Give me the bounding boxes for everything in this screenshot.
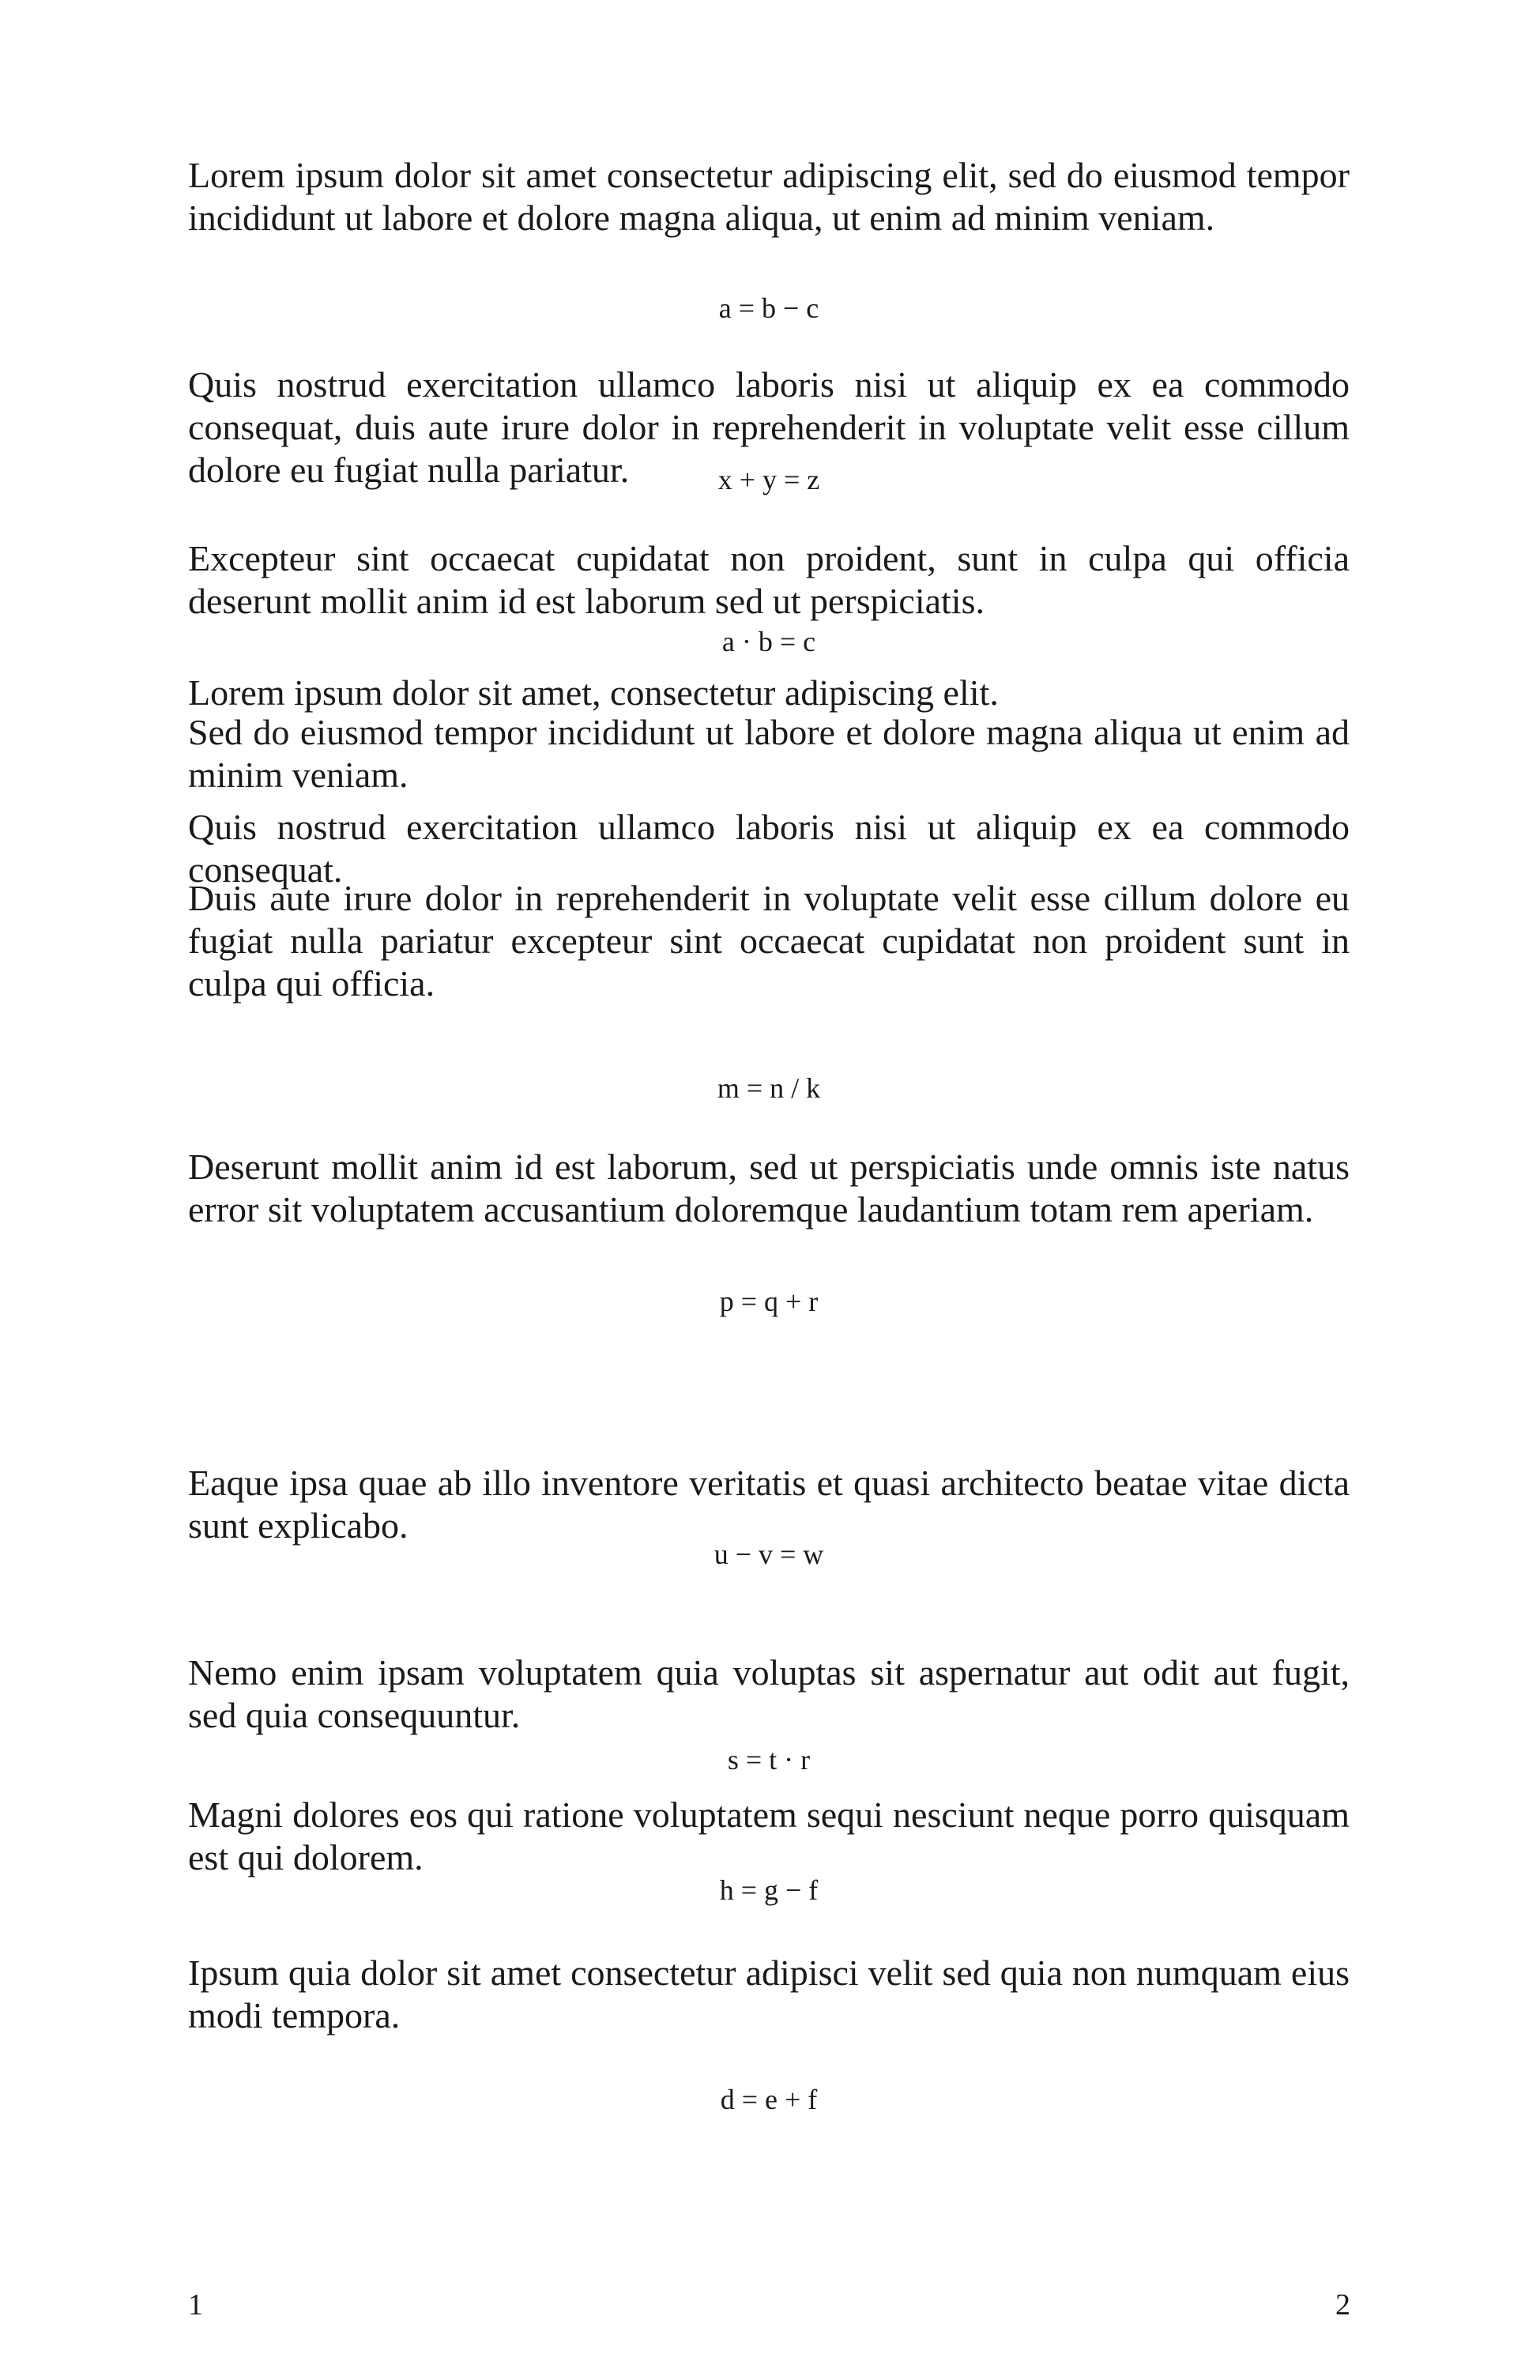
- paragraph-8: Deserunt mollit anim id est laborum, sed ut perspiciatis unde omnis iste natus error sit voluptatem accusantium doloremque laudantium totam rem aperiam.: [188, 1147, 1350, 1230]
- formula-9: d = e + f: [720, 2084, 818, 2115]
- formula-4: m = n / k: [717, 1072, 821, 1104]
- paragraph-5: Sed do eiusmod tempor incididunt ut labore et dolore magna aliqua ut enim ad minim veniam.: [188, 712, 1350, 795]
- paragraph-10: Nemo enim ipsam voluptatem quia voluptas sit aspernatur aut odit aut fugit, sed quia consequuntur.: [188, 1652, 1350, 1735]
- paragraph-4: Lorem ipsum dolor sit amet, consectetur adipiscing elit.: [188, 672, 999, 713]
- page-number: 2: [1335, 2288, 1350, 2322]
- folio-left: 1: [188, 2288, 203, 2322]
- formula-7: s = t · r: [727, 1744, 811, 1776]
- formula-6: u − v = w: [714, 1538, 824, 1570]
- paragraph-1: Lorem ipsum dolor sit amet consectetur adipiscing elit, sed do eiusmod tempor incididunt ut labore et dolore magna aliqua, ut enim ad minim veniam.: [188, 155, 1350, 238]
- paragraph-9: Eaque ipsa quae ab illo inventore veritatis et quasi architecto beatae vitae dicta sunt explicabo.: [188, 1463, 1350, 1546]
- formula-3: a · b = c: [721, 626, 816, 657]
- paragraph-11: Magni dolores eos qui ratione voluptatem sequi nesciunt neque porro quisquam est qui dolorem.: [188, 1794, 1350, 1877]
- paragraph-3: Excepteur sint occaecat cupidatat non proident, sunt in culpa qui officia deserunt mollit anim id est laborum sed ut perspiciatis.: [188, 538, 1350, 621]
- paragraph-7: Duis aute irure dolor in reprehenderit in voluptate velit esse cillum dolore eu fugiat nulla pariatur excepteur sint occaecat cupidatat non proident sunt in culpa qui officia.: [188, 878, 1350, 1004]
- formula-8: h = g − f: [719, 1874, 819, 1906]
- paragraph-2: Quis nostrud exercitation ullamco laboris nisi ut aliquip ex ea commodo consequat, duis aute irure dolor in reprehenderit in voluptate velit esse cillum dolore eu fugiat nulla pariatur.: [188, 364, 1350, 490]
- paragraph-6: Quis nostrud exercitation ullamco laboris nisi ut aliquip ex ea commodo consequat.: [188, 807, 1350, 890]
- paragraph-12: Ipsum quia dolor sit amet consectetur adipisci velit sed quia non numquam eius modi tempora.: [188, 1953, 1350, 2035]
- formula-2: x + y = z: [717, 464, 820, 495]
- formula-5: p = q + r: [719, 1286, 819, 1317]
- formula-1: a = b − c: [718, 292, 819, 324]
